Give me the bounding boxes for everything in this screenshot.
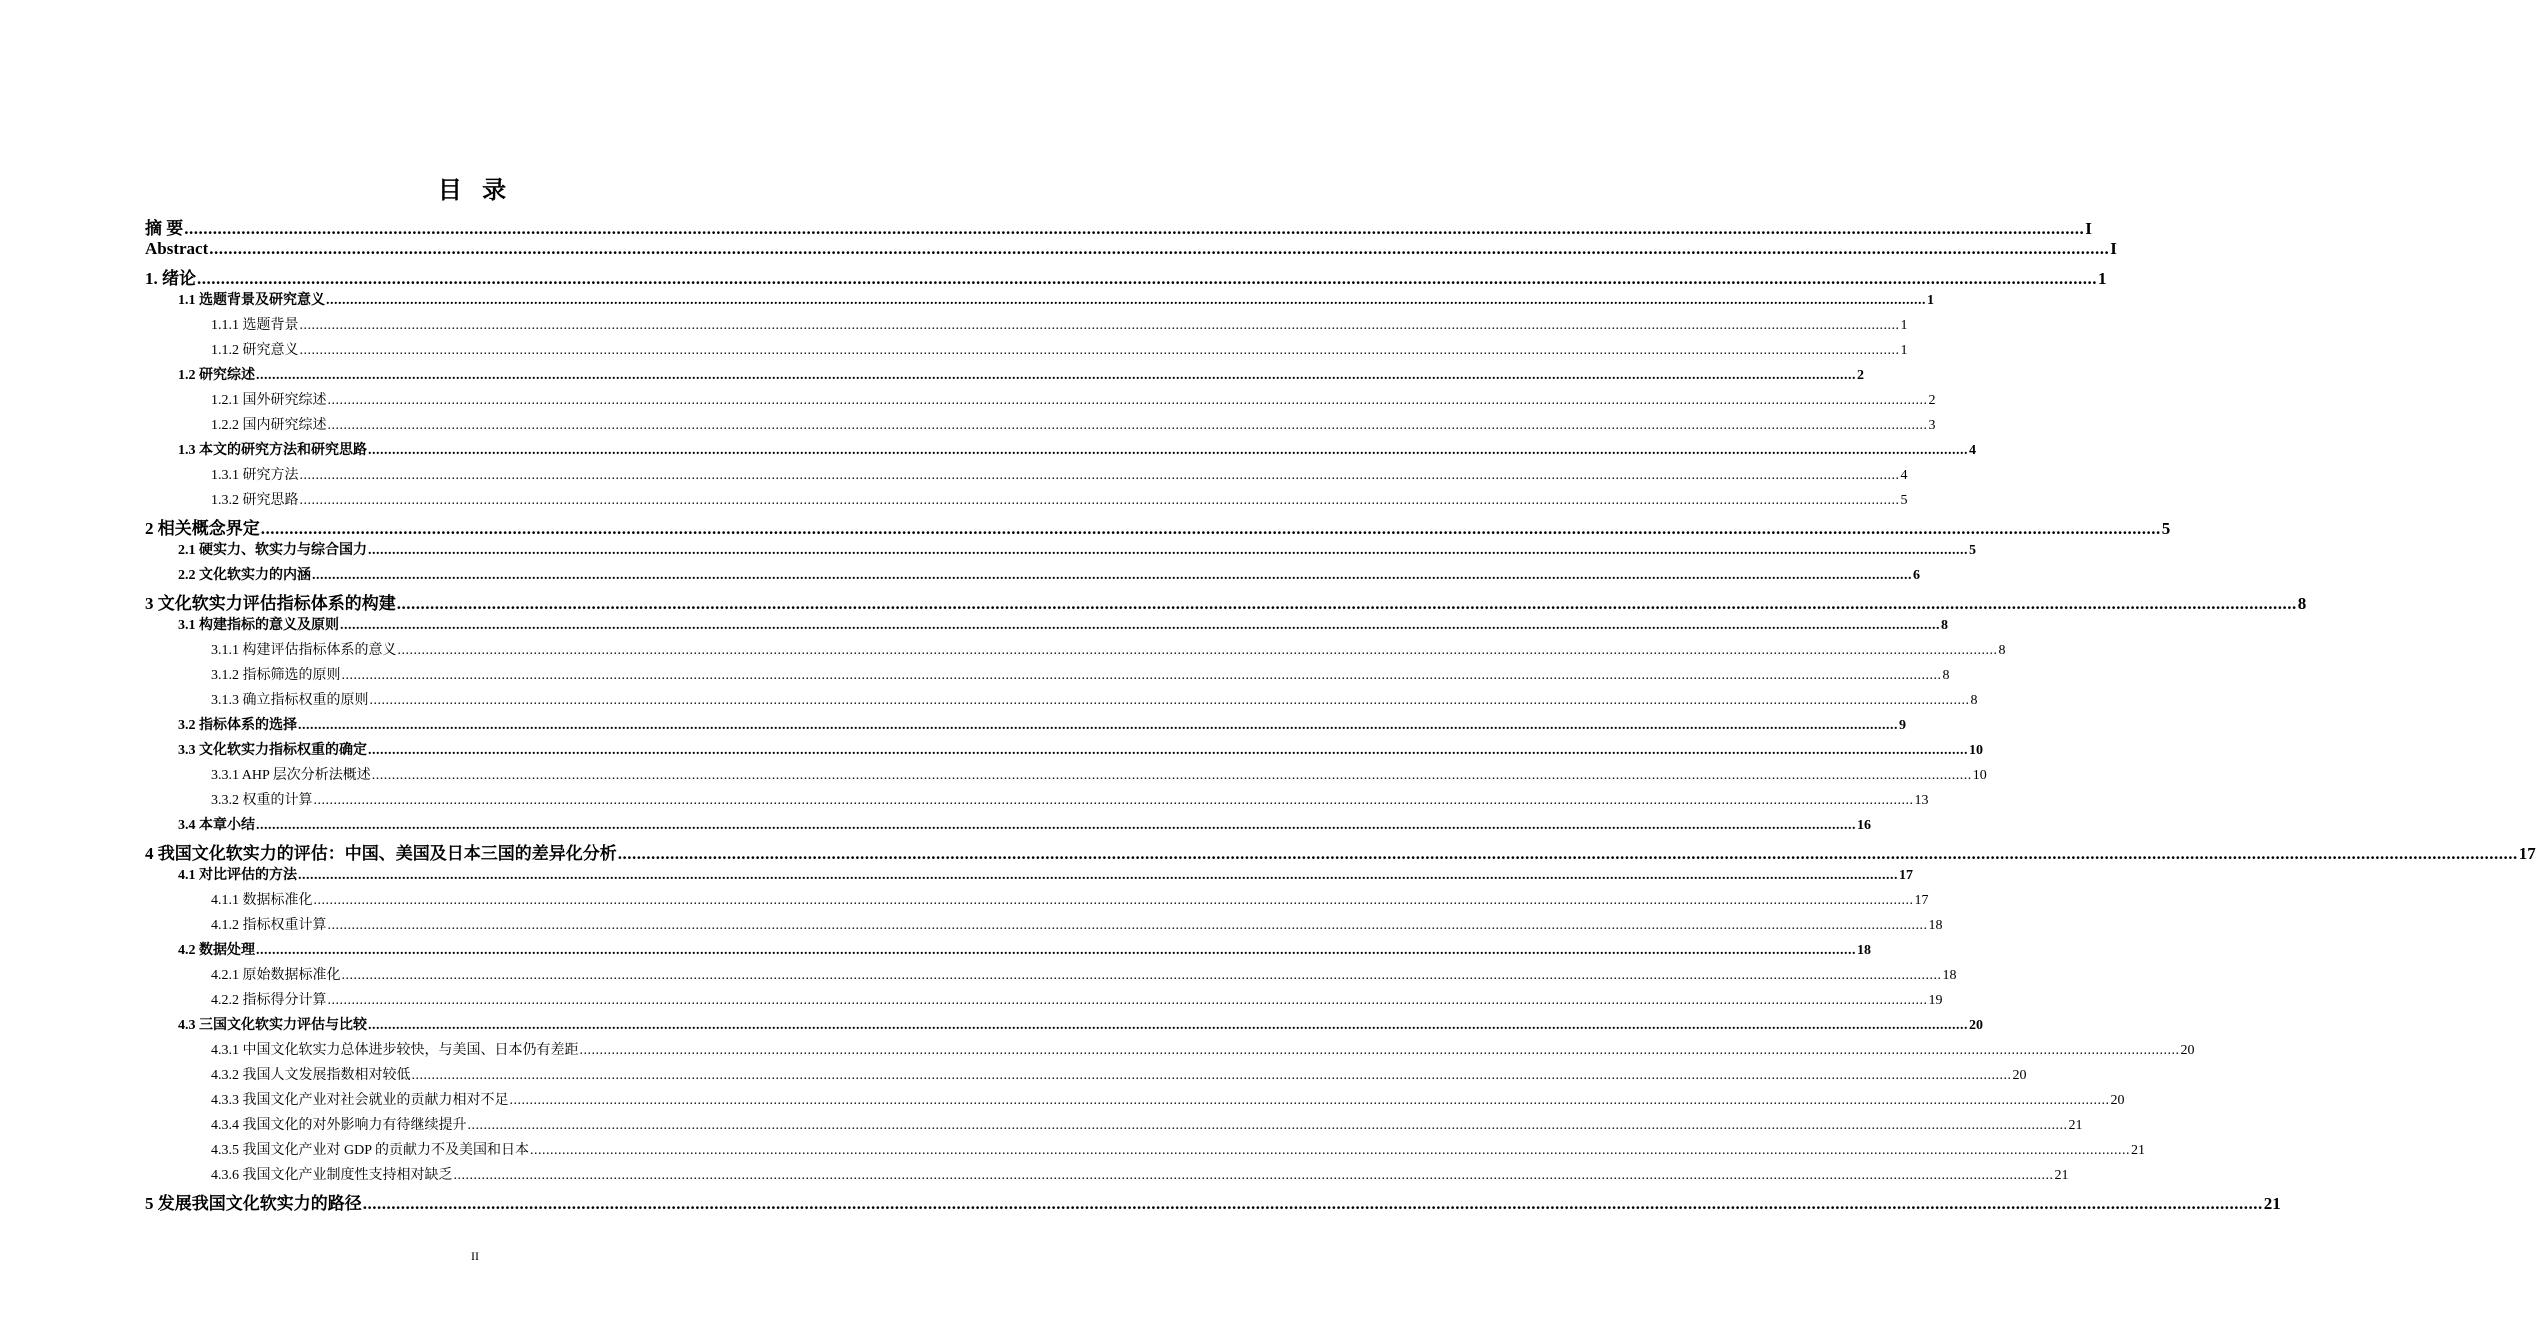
toc-leader-dots: ................................................................................................................................................................................................................................................................................................................................................................................................................ (369, 693, 1970, 708)
toc-entry-page: I (2110, 239, 2117, 258)
toc-entry-label: 4.3.2 我国人文发展指数相对较低 (211, 1068, 411, 1083)
toc-entry-page: 8 (1970, 693, 1978, 708)
toc-entry-page: 21 (2054, 1168, 2069, 1183)
toc-entry-page: 21 (2263, 1194, 2281, 1213)
toc-leader-dots: ................................................................................................................................................................................................................................................................................................................................................................................................................ (327, 418, 1928, 433)
toc-leader-dots: ................................................................................................................................................................................................................................................................................................................................................................................................................ (368, 443, 1968, 458)
toc-leader-dots: ................................................................................................................................................................................................................................................................................................................................................................................................................ (298, 718, 1898, 733)
toc-leader-dots: ................................................................................................................................................................................................................................................................................................................................................................................................................ (313, 793, 1914, 808)
toc-leader-dots: ................................................................................................................................................................................................................................................................................................................................................................................................................ (299, 343, 1900, 358)
toc-entry[interactable] (145, 514, 2171, 539)
toc-entry-label: Abstract (145, 239, 209, 258)
toc-entry-label: 1.3.1 研究方法 (211, 468, 299, 483)
toc-entry-label: 3.3 文化软实力指标权重的确定 (178, 743, 367, 758)
toc-entry-page: 4 (1900, 468, 1908, 483)
toc-entry[interactable] (145, 964, 1957, 989)
toc-entry-page: 17 (2518, 844, 2536, 863)
toc-entry-page: 4 (1969, 443, 1976, 458)
toc-entry-label: 4.1 对比评估的方法 (178, 868, 297, 883)
toc-entry-page: 2 (1928, 393, 1936, 408)
toc-entry-page: 20 (2110, 1093, 2125, 1108)
toc-entry-label: 摘 要 (145, 219, 184, 238)
toc-entry[interactable] (145, 639, 2006, 664)
toc-leader-dots: ................................................................................................................................................................................................................................................................................................................................................................................................................ (326, 293, 1926, 308)
toc-entry-label: 4.3.4 我国文化的对外影响力有待继续提升 (211, 1118, 467, 1133)
toc-entry-page: 20 (2012, 1068, 2027, 1083)
toc-leader-dots: ................................................................................................................................................................................................................................................................................................................................................................................................................ (184, 219, 2085, 238)
toc-entry-label: 4.3.6 我国文化产业制度性支持相对缺乏 (211, 1168, 453, 1183)
toc-entry-page: 20 (2180, 1043, 2195, 1058)
toc-entry[interactable] (145, 864, 1913, 889)
toc-entry-page: 8 (2297, 594, 2307, 613)
toc-entry-label: 4.2 数据处理 (178, 943, 255, 958)
toc-entry[interactable] (145, 314, 1908, 339)
toc-leader-dots: ................................................................................................................................................................................................................................................................................................................................................................................................................ (299, 318, 1900, 333)
toc-entry[interactable] (145, 914, 1943, 939)
toc-entry-label: 3.3.2 权重的计算 (211, 793, 313, 808)
toc-entry-page: 3 (1928, 418, 1936, 433)
toc-entry-label: 4.2.2 指标得分计算 (211, 993, 327, 1008)
toc-entry-page: 19 (1928, 993, 1943, 1008)
toc-entry-label: 3.2 指标体系的选择 (178, 718, 297, 733)
toc-entry-label: 1.3 本文的研究方法和研究思路 (178, 443, 367, 458)
toc-entry-page: 1 (1900, 343, 1908, 358)
toc-leader-dots: ................................................................................................................................................................................................................................................................................................................................................................................................................ (256, 818, 1856, 833)
toc-entry-page: 13 (1914, 793, 1929, 808)
toc-entry[interactable] (145, 1189, 2281, 1214)
toc-entry-page: 1 (1900, 318, 1908, 333)
toc-leader-dots: ................................................................................................................................................................................................................................................................................................................................................................................................................ (256, 943, 1856, 958)
toc-entry-page: 5 (2161, 519, 2171, 538)
toc-entry[interactable] (145, 364, 1864, 389)
toc-entry-label: 2.2 文化软实力的内涵 (178, 568, 311, 583)
toc-entry-label: 1.1 选题背景及研究意义 (178, 293, 325, 308)
toc-entry[interactable] (145, 389, 1936, 414)
toc-entry-page: 17 (1914, 893, 1929, 908)
toc-entry-label: 4 我国文化软实力的评估：中国、美国及日本三国的差异化分析 (145, 844, 617, 863)
toc-entry-label: 4.2.1 原始数据标准化 (211, 968, 341, 983)
toc-entry-label: 3.1.3 确立指标权重的原则 (211, 693, 369, 708)
toc-entry[interactable] (145, 1014, 1983, 1039)
toc-entry[interactable] (145, 239, 2117, 264)
toc-leader-dots: ................................................................................................................................................................................................................................................................................................................................................................................................................ (327, 993, 1928, 1008)
toc-leader-dots: ................................................................................................................................................................................................................................................................................................................................................................................................................ (397, 643, 1998, 658)
toc-entry[interactable] (145, 564, 1920, 589)
toc-entry-page: 8 (1942, 668, 1950, 683)
toc-leader-dots: ................................................................................................................................................................................................................................................................................................................................................................................................................ (362, 1194, 2263, 1213)
toc-entry-label: 3.1 构建指标的意义及原则 (178, 618, 339, 633)
toc-entry-page: 18 (1928, 918, 1943, 933)
toc-leader-dots: ................................................................................................................................................................................................................................................................................................................................................................................................................ (256, 368, 1856, 383)
toc-leader-dots: ................................................................................................................................................................................................................................................................................................................................................................................................................ (368, 743, 1968, 758)
toc-entry[interactable] (145, 889, 1929, 914)
toc-entry-page: 10 (1972, 768, 1987, 783)
toc-entry[interactable] (145, 264, 2107, 289)
toc-entry-label: 1.2.2 国内研究综述 (211, 418, 327, 433)
toc-entry-page: 20 (1969, 1018, 1983, 1033)
toc-entry-label: 2 相关概念界定 (145, 519, 260, 538)
toc-entry[interactable] (145, 814, 1871, 839)
toc-entry-page: 21 (2131, 1143, 2145, 1158)
toc-entry-label: 4.3.3 我国文化产业对社会就业的贡献力相对不足 (211, 1093, 509, 1108)
toc-entry-page: 10 (1969, 743, 1983, 758)
toc-leader-dots: ................................................................................................................................................................................................................................................................................................................................................................................................................ (411, 1068, 2012, 1083)
toc-leader-dots: ................................................................................................................................................................................................................................................................................................................................................................................................................ (371, 768, 1972, 783)
toc-entry[interactable] (145, 414, 1936, 439)
toc-entry[interactable] (145, 339, 1908, 364)
toc-leader-dots: ................................................................................................................................................................................................................................................................................................................................................................................................................ (509, 1093, 2110, 1108)
toc-entry-page: 8 (1941, 618, 1948, 633)
toc-entry-label: 5 发展我国文化软实力的路径 (145, 1194, 362, 1213)
toc-entry-page: 9 (1899, 718, 1906, 733)
toc-entry[interactable] (145, 539, 1976, 564)
toc-leader-dots: ................................................................................................................................................................................................................................................................................................................................................................................................................ (299, 493, 1900, 508)
toc-entry[interactable] (145, 589, 2307, 614)
toc-entry[interactable] (145, 839, 2536, 864)
toc-entry-label: 3.3.1 AHP 层次分析法概述 (211, 768, 371, 783)
toc-entry[interactable] (145, 939, 1871, 964)
toc-entry[interactable] (145, 689, 1978, 714)
toc-leader-dots: ................................................................................................................................................................................................................................................................................................................................................................................................................ (312, 568, 1912, 583)
toc-leader-dots: ................................................................................................................................................................................................................................................................................................................................................................................................................ (209, 239, 2110, 258)
toc-leader-dots: ................................................................................................................................................................................................................................................................................................................................................................................................................ (396, 594, 2297, 613)
toc-entry-label: 1.1.1 选题背景 (211, 318, 299, 333)
toc-leader-dots: ................................................................................................................................................................................................................................................................................................................................................................................................................ (341, 668, 1942, 683)
toc-entry[interactable] (145, 1164, 2069, 1189)
toc-entry-label: 2.1 硬实力、软实力与综合国力 (178, 543, 367, 558)
toc-entry-page: I (2085, 219, 2092, 238)
toc-entry-label: 3.1.2 指标筛选的原则 (211, 668, 341, 683)
toc-leader-dots: ................................................................................................................................................................................................................................................................................................................................................................................................................ (197, 269, 2097, 288)
toc-entry[interactable] (145, 289, 1934, 314)
toc-entry[interactable] (145, 664, 1950, 689)
toc-leader-dots: ................................................................................................................................................................................................................................................................................................................................................................................................................ (341, 968, 1942, 983)
toc-leader-dots: ................................................................................................................................................................................................................................................................................................................................................................................................................ (530, 1143, 2130, 1158)
toc-leader-dots: ................................................................................................................................................................................................................................................................................................................................................................................................................ (453, 1168, 2054, 1183)
toc-entry-page: 1 (2098, 269, 2107, 288)
toc-leader-dots: ................................................................................................................................................................................................................................................................................................................................................................................................................ (368, 543, 1968, 558)
toc-entry[interactable] (145, 614, 1948, 639)
toc-entry[interactable] (145, 489, 1908, 514)
toc-entry[interactable] (145, 1139, 2145, 1164)
toc-entry-page: 18 (1857, 943, 1871, 958)
toc-leader-dots: ................................................................................................................................................................................................................................................................................................................................................................................................................ (327, 918, 1928, 933)
toc-leader-dots: ................................................................................................................................................................................................................................................................................................................................................................................................................ (617, 844, 2518, 863)
toc-entry-label: 4.3.5 我国文化产业对 GDP 的贡献力不及美国和日本 (211, 1143, 529, 1158)
toc-leader-dots: ................................................................................................................................................................................................................................................................................................................................................................................................................ (340, 618, 1940, 633)
toc-entry-label: 3.4 本章小结 (178, 818, 255, 833)
toc-entry-page: 6 (1913, 568, 1920, 583)
toc-entry-label: 4.3.1 中国文化软实力总体进步较快，与美国、日本仍有差距 (211, 1043, 579, 1058)
toc-entry-page: 16 (1857, 818, 1871, 833)
toc-leader-dots: ................................................................................................................................................................................................................................................................................................................................................................................................................ (313, 893, 1914, 908)
toc-entry-label: 1.3.2 研究思路 (211, 493, 299, 508)
toc-entry[interactable] (145, 714, 1906, 739)
toc-entry-label: 1.2.1 国外研究综述 (211, 393, 327, 408)
toc-leader-dots: ................................................................................................................................................................................................................................................................................................................................................................................................................ (260, 519, 2161, 538)
toc-entry[interactable] (145, 1089, 2125, 1114)
toc-title: 目 录 (437, 176, 513, 204)
toc-entry-label: 1. 绪论 (145, 269, 196, 288)
toc-entry-label: 4.1.2 指标权重计算 (211, 918, 327, 933)
toc-entry-page: 1 (1927, 293, 1934, 308)
toc-entry-page: 17 (1899, 868, 1913, 883)
toc-entry-page: 5 (1969, 543, 1976, 558)
toc-entry-page: 18 (1942, 968, 1957, 983)
toc-entry-page: 21 (2068, 1118, 2083, 1133)
toc-entry[interactable] (145, 739, 1983, 764)
toc-entry[interactable] (145, 1039, 2195, 1064)
toc-entry-label: 1.1.2 研究意义 (211, 343, 299, 358)
toc-entry-label: 3.1.1 构建评估指标体系的意义 (211, 643, 397, 658)
toc-leader-dots: ................................................................................................................................................................................................................................................................................................................................................................................................................ (299, 468, 1900, 483)
toc-leader-dots: ................................................................................................................................................................................................................................................................................................................................................................................................................ (368, 1018, 1968, 1033)
toc-leader-dots: ................................................................................................................................................................................................................................................................................................................................................................................................................ (467, 1118, 2068, 1133)
toc-leader-dots: ................................................................................................................................................................................................................................................................................................................................................................................................................ (327, 393, 1928, 408)
toc-entry[interactable] (145, 1064, 2027, 1089)
toc-entry[interactable] (145, 789, 1929, 814)
toc-entry-label: 3 文化软实力评估指标体系的构建 (145, 594, 396, 613)
toc-entry[interactable] (145, 1114, 2083, 1139)
table-of-contents (145, 214, 2536, 1214)
toc-leader-dots: ................................................................................................................................................................................................................................................................................................................................................................................................................ (579, 1043, 2180, 1058)
toc-entry-label: 4.1.1 数据标准化 (211, 893, 313, 908)
toc-entry[interactable] (145, 464, 1908, 489)
toc-entry[interactable] (145, 989, 1943, 1014)
toc-entry-page: 8 (1998, 643, 2006, 658)
toc-entry[interactable] (145, 439, 1976, 464)
toc-leader-dots: ................................................................................................................................................................................................................................................................................................................................................................................................................ (298, 868, 1898, 883)
toc-entry-page: 5 (1900, 493, 1908, 508)
toc-entry-label: 1.2 研究综述 (178, 368, 255, 383)
toc-entry-page: 2 (1857, 368, 1864, 383)
toc-entry[interactable] (145, 214, 2092, 239)
toc-entry-label: 4.3 三国文化软实力评估与比较 (178, 1018, 367, 1033)
page-number: II (471, 1249, 479, 1263)
toc-entry[interactable] (145, 764, 1987, 789)
